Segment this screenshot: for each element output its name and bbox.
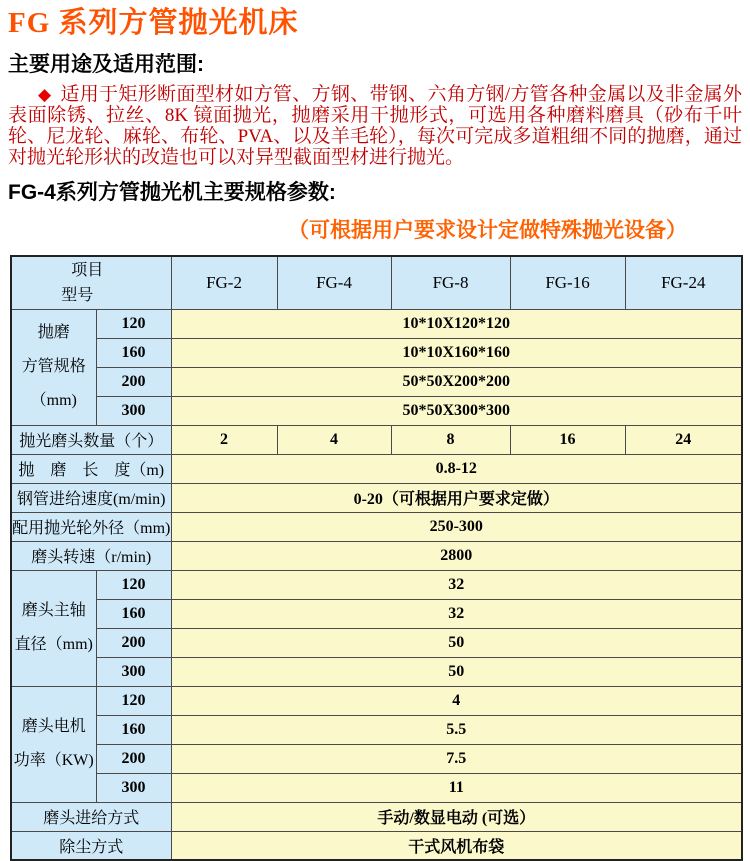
value-cell: 50 bbox=[171, 628, 742, 657]
table-row bbox=[11, 309, 742, 338]
group-label-line: 方管规格 bbox=[21, 358, 86, 375]
usage-text: 适用于矩形断面型材如方管、方钢、带钢、六角方钢/方管各种金属以及非金属外表面除锈、拉丝、8K 镜面抛光，抛磨采用干抛形式，可选用各种磨料磨具（砂布千叶轮、尼龙轮、麻轮、布轮、PVA、以及羊毛轮），每次可完成多道粗细不同的抛磨，通过对抛光轮形状的改造也可以对异型截面型材进行抛光。 bbox=[8, 84, 743, 168]
size-cell: 200 bbox=[96, 628, 171, 657]
table-row bbox=[11, 454, 742, 483]
specs-table bbox=[10, 255, 743, 861]
value-cell: 11 bbox=[171, 773, 742, 802]
group-label-line: 功率（KW) bbox=[13, 752, 94, 769]
table-row bbox=[11, 570, 742, 599]
table-row bbox=[11, 367, 742, 396]
value-cell: 2 bbox=[171, 425, 277, 454]
size-cell: 120 bbox=[96, 686, 171, 715]
size-cell: 300 bbox=[96, 657, 171, 686]
model-header-fg4: FG-4 bbox=[277, 256, 391, 309]
table-row bbox=[11, 628, 742, 657]
value-cell: 7.5 bbox=[171, 744, 742, 773]
tube-spec-group-label bbox=[11, 309, 96, 425]
value-cell: 8 bbox=[391, 425, 510, 454]
size-cell: 160 bbox=[96, 599, 171, 628]
row-label-cell: 钢管进给速度(m/min) bbox=[11, 483, 171, 512]
diamond-bullet-icon: ◆ bbox=[38, 85, 52, 104]
corner-cell bbox=[11, 256, 171, 309]
value-cell: 4 bbox=[277, 425, 391, 454]
group-label-line: 抛磨 bbox=[37, 324, 70, 341]
table-row bbox=[11, 599, 742, 628]
value-cell: 250-300 bbox=[171, 512, 742, 541]
model-header-fg16: FG-16 bbox=[510, 256, 625, 309]
table-row bbox=[11, 425, 742, 454]
size-cell: 200 bbox=[96, 744, 171, 773]
table-row bbox=[11, 715, 742, 744]
product-spec-page bbox=[0, 6, 750, 856]
page-title: FG 系列方管抛光机床 bbox=[8, 7, 299, 39]
table-row bbox=[11, 831, 742, 860]
table-header-row bbox=[11, 256, 742, 309]
value-cell: 4 bbox=[171, 686, 742, 715]
table-row bbox=[11, 773, 742, 802]
value-cell: 0-20（可根据用户要求定做） bbox=[171, 483, 742, 512]
table-row bbox=[11, 541, 742, 570]
value-cell: 32 bbox=[171, 599, 742, 628]
value-cell: 2800 bbox=[171, 541, 742, 570]
row-label-cell: 配用抛光轮外径（mm) bbox=[11, 512, 171, 541]
model-header-fg24: FG-24 bbox=[625, 256, 742, 309]
group-label-line: （mm) bbox=[30, 392, 77, 409]
value-cell: 50*50X300*300 bbox=[171, 396, 742, 425]
spindle-group-label bbox=[11, 570, 96, 686]
size-cell: 120 bbox=[96, 309, 171, 338]
table-row bbox=[11, 483, 742, 512]
model-header-fg8: FG-8 bbox=[391, 256, 510, 309]
corner-label-model: 型号 bbox=[61, 286, 94, 304]
value-cell: 50 bbox=[171, 657, 742, 686]
value-cell: 50*50X200*200 bbox=[171, 367, 742, 396]
size-cell: 300 bbox=[96, 396, 171, 425]
table-row bbox=[11, 802, 742, 831]
value-cell: 16 bbox=[510, 425, 625, 454]
row-label-cell: 除尘方式 bbox=[11, 831, 171, 860]
specs-heading: FG-4系列方管抛光机主要规格参数: bbox=[8, 181, 336, 204]
group-label-line: 磨头电机 bbox=[21, 718, 86, 735]
table-row bbox=[11, 512, 742, 541]
value-cell: 24 bbox=[625, 425, 742, 454]
row-label-cell: 磨头转速（r/min) bbox=[11, 541, 171, 570]
value-cell: 10*10X160*160 bbox=[171, 338, 742, 367]
size-cell: 300 bbox=[96, 773, 171, 802]
usage-paragraph bbox=[8, 84, 742, 168]
value-cell: 0.8-12 bbox=[171, 454, 742, 483]
value-cell: 32 bbox=[171, 570, 742, 599]
custom-note: （可根据用户要求设计定做特殊抛光设备） bbox=[288, 219, 687, 242]
group-label-line: 磨头主轴 bbox=[21, 602, 86, 619]
corner-label-item: 项目 bbox=[71, 261, 104, 279]
model-header-fg2: FG-2 bbox=[171, 256, 277, 309]
value-cell: 5.5 bbox=[171, 715, 742, 744]
value-cell: 手动/数显电动 (可选） bbox=[171, 802, 742, 831]
row-label-cell: 抛 磨 长 度（m) bbox=[11, 454, 171, 483]
size-cell: 160 bbox=[96, 715, 171, 744]
size-cell: 160 bbox=[96, 338, 171, 367]
group-label-line: 直径（mm) bbox=[14, 636, 93, 653]
table-row bbox=[11, 744, 742, 773]
table-row bbox=[11, 338, 742, 367]
row-label-cell: 抛光磨头数量（个） bbox=[11, 425, 171, 454]
table-row bbox=[11, 686, 742, 715]
row-label-cell: 磨头进给方式 bbox=[11, 802, 171, 831]
size-cell: 120 bbox=[96, 570, 171, 599]
motor-group-label bbox=[11, 686, 96, 802]
table-row bbox=[11, 657, 742, 686]
value-cell: 10*10X120*120 bbox=[171, 309, 742, 338]
size-cell: 200 bbox=[96, 367, 171, 396]
value-cell: 干式风机布袋 bbox=[171, 831, 742, 860]
usage-heading: 主要用途及适用范围: bbox=[8, 53, 204, 76]
table-row bbox=[11, 396, 742, 425]
